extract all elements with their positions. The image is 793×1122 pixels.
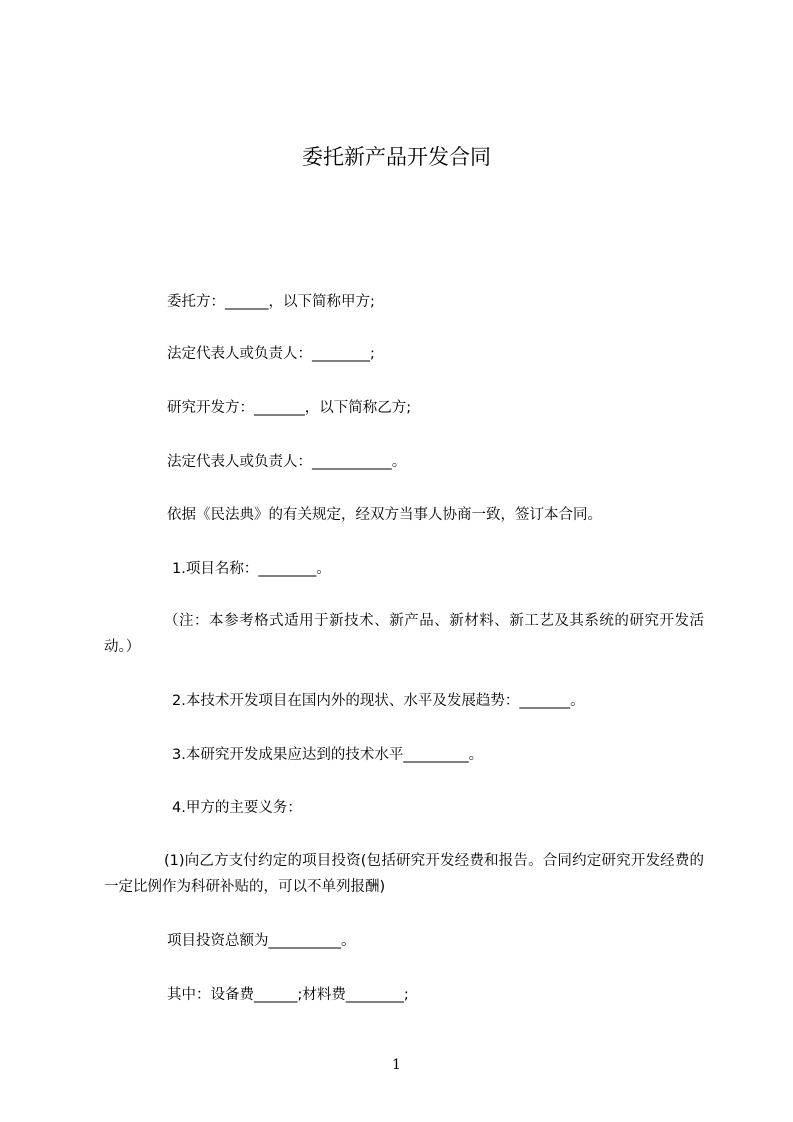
clause-legal-basis: 依据《民法典》的有关规定，经双方当事人协商一致，签订本合同。 xyxy=(167,507,602,523)
document-title: 委托新产品开发合同 xyxy=(302,145,491,169)
clause-commissioning-party: 委托方：______，以下简称甲方; xyxy=(167,294,375,310)
clause-note: （注：本参考格式适用于新技术、新产品、新材料、新工艺及其系统的研究开发活动。） xyxy=(104,613,704,655)
clause-party-b-representative: 法定代表人或负责人：___________。 xyxy=(167,454,407,470)
clause-party-a-obligations: 4.甲方的主要义务： xyxy=(172,800,302,816)
clause-total-investment: 项目投资总额为__________。 xyxy=(167,933,356,949)
clause-project-name: 1.项目名称：________。 xyxy=(172,561,331,577)
clause-cost-breakdown: 其中：设备费______;材料费________; xyxy=(167,987,409,1003)
clause-developer-party: 研究开发方：_______，以下简称乙方; xyxy=(167,400,412,416)
clause-party-a-representative: 法定代表人或负责人：________; xyxy=(167,346,375,362)
page-number: 1 xyxy=(392,1057,401,1073)
clause-project-status: 2.本技术开发项目在国内外的现状、水平及发展趋势：_______。 xyxy=(172,693,585,709)
clause-technical-level: 3.本研究开发成果应达到的技术水平_________。 xyxy=(172,747,484,763)
clause-investment-payment: (1)向乙方支付约定的项目投资(包括研究开发经费和报告。合同约定研究开发经费的一定比例作为科研补贴的，可以不单列报酬) xyxy=(104,853,704,895)
